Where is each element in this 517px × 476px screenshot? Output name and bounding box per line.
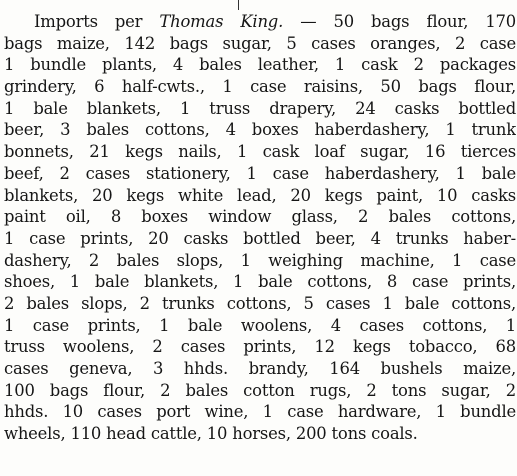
- article-line: beef, 2 cases stationery, 1 case haberdashery, 1 bale: [4, 163, 516, 183]
- article-line: cases geneva, 3 hhds. brandy, 164 bushels maize,: [4, 359, 516, 378]
- article-line: 2 bales slops, 2 trunks cottons, 5 cases 1 bale cottons,: [4, 293, 516, 313]
- article-line: 1 case prints, 20 casks bottled beer, 4 trunks haber-: [4, 228, 516, 248]
- article-line: paint oil, 8 boxes window glass, 2 bales cottons,: [4, 207, 516, 227]
- ship-name: Thomas King.: [159, 12, 284, 31]
- article-line: bonnets, 21 kegs nails, 1 cask loaf sugar, 16 tierces: [4, 142, 516, 162]
- article-line: 1 bale blankets, 1 truss drapery, 24 casks bottled: [4, 98, 516, 118]
- article-line: truss woolens, 2 cases prints, 12 kegs tobacco, 68: [4, 337, 516, 357]
- article-line-last: wheels, 110 head cattle, 10 horses, 200 tons coals.: [4, 424, 418, 444]
- article-line: blankets, 20 kegs white lead, 20 kegs paint, 10 casks: [4, 185, 516, 205]
- article-line: hhds. 10 cases port wine, 1 case hardware, 1 bundle: [4, 402, 516, 422]
- article-line: dashery, 2 bales slops, 1 weighing machine, 1 case: [4, 250, 516, 270]
- article-line: 100 bags flour, 2 bales cotton rugs, 2 tons sugar, 2: [4, 380, 516, 400]
- lead-text-after-ship: — 50 bags flour, 170: [283, 12, 516, 31]
- article-line: bags maize, 142 bags sugar, 5 cases oranges, 2 case: [4, 33, 516, 53]
- article-line: 1 case prints, 1 bale woolens, 4 cases cottons, 1: [4, 315, 516, 335]
- article-line-first: [4, 11, 516, 33]
- imports-article: [4, 11, 516, 445]
- lead-text: Imports per: [34, 12, 160, 31]
- column-rule: [238, 0, 239, 10]
- article-line: grindery, 6 half-cwts., 1 case raisins, 50 bags flour,: [4, 77, 516, 97]
- article-line: beer, 3 bales cottons, 4 boxes haberdashery, 1 trunk: [4, 120, 516, 140]
- article-line: shoes, 1 bale blankets, 1 bale cottons, 8 case prints,: [4, 272, 516, 292]
- article-line: 1 bundle plants, 4 bales leather, 1 cask 2 packages: [4, 55, 516, 75]
